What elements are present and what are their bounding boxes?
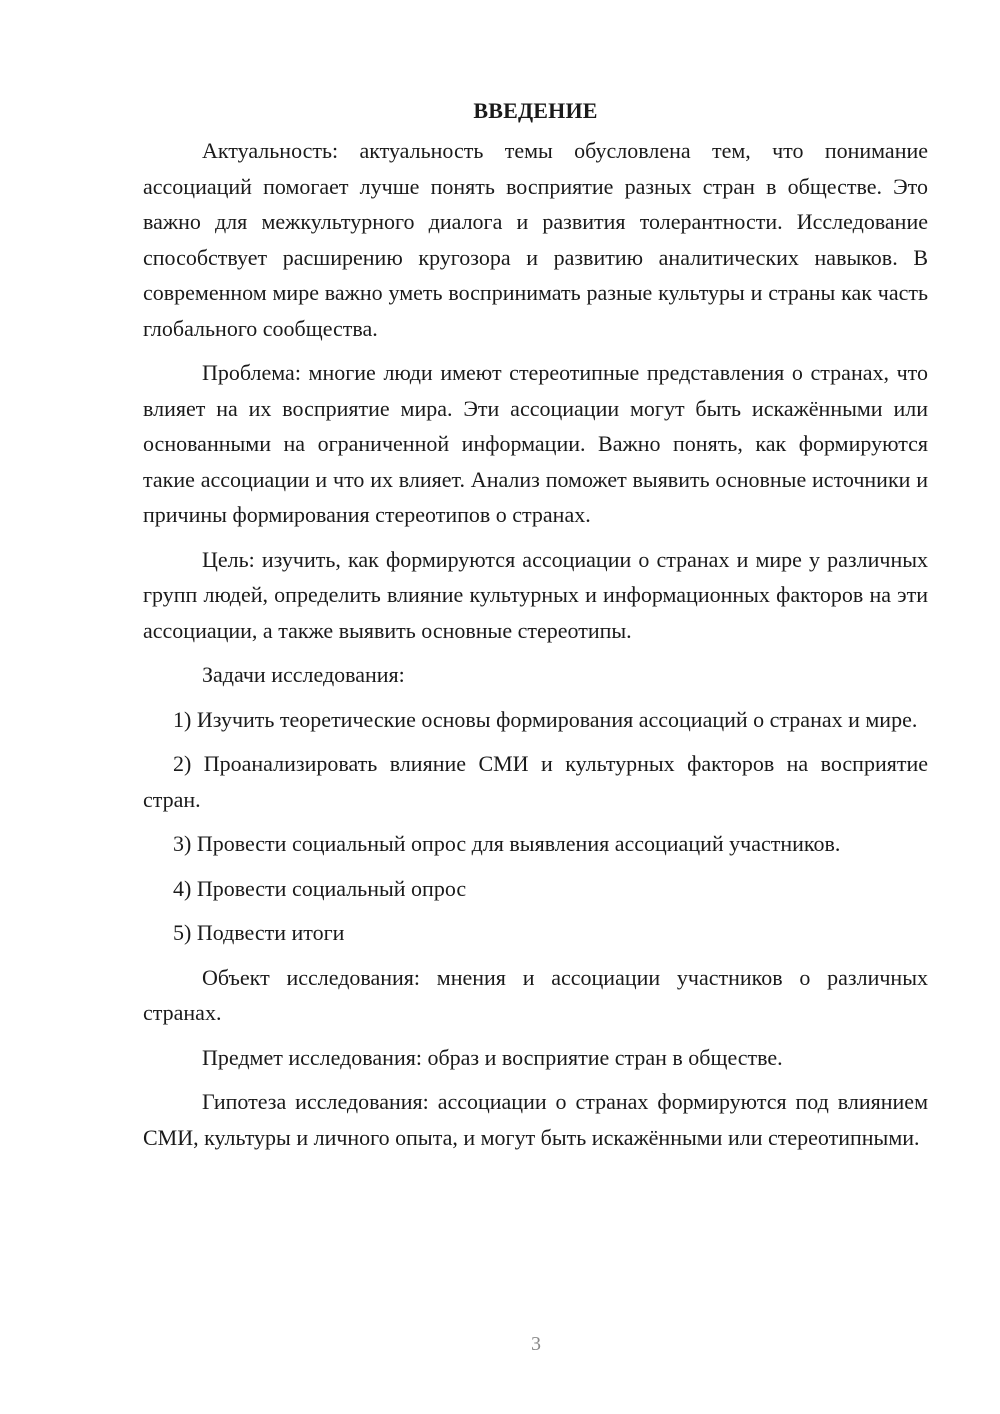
task-item-2: 2) Проанализировать влияние СМИ и культурных факторов на восприятие стран.	[143, 751, 928, 812]
paragraph-problem: Проблема: многие люди имеют стереотипные представления о странах, что влияет на их восприятие мира. Эти ассоциации могут быть искажёнными или основанными на ограниченной информации. Важно понять, как формируются такие ассоциации и что их влияет. Анализ поможет выявить основные источники и причины формирования стереотипов о странах.	[143, 360, 928, 527]
task-item-1: 1) Изучить теоретические основы формирования ассоциаций о странах и мире.	[173, 706, 918, 732]
document-page	[143, 95, 928, 1164]
paragraph-relevance: Актуальность: актуальность темы обусловлена тем, что понимание ассоциаций помогает лучше понять восприятие разных стран в обществе. Это важно для межкультурного диалога и развития толерантности. Исследование способствует расширению кругозора и развитию аналитических навыков. В современном мире важно уметь воспринимать разные культуры и страны как часть глобального сообщества.	[143, 138, 928, 341]
task-item-4: 4) Провести социальный опрос	[173, 875, 467, 901]
tasks-heading: Задачи исследования:	[202, 662, 405, 687]
task-item-5: 5) Подвести итоги	[173, 920, 345, 945]
tasks-list	[143, 702, 928, 951]
paragraph-object: Объект исследования: мнения и ассоциации участников о различных странах.	[143, 964, 928, 1025]
task-item-3: 3) Провести социальный опрос для выявления ассоциаций участников.	[173, 831, 841, 856]
paragraph-hypothesis: Гипотеза исследования: ассоциации о странах формируются под влиянием СМИ, культуры и личного опыта, и могут быть искажёнными или стереотипными.	[143, 1089, 928, 1150]
paragraph-goal: Цель: изучить, как формируются ассоциации о странах и мире у различных групп людей, определить влияние культурных и информационных факторов на эти ассоциации, а также выявить основные стереотипы.	[143, 546, 928, 643]
page-title: ВВЕДЕНИЕ	[473, 98, 598, 123]
page-number: 3	[531, 1333, 541, 1355]
paragraph-subject: Предмет исследования: образ и восприятие стран в обществе.	[202, 1044, 783, 1070]
